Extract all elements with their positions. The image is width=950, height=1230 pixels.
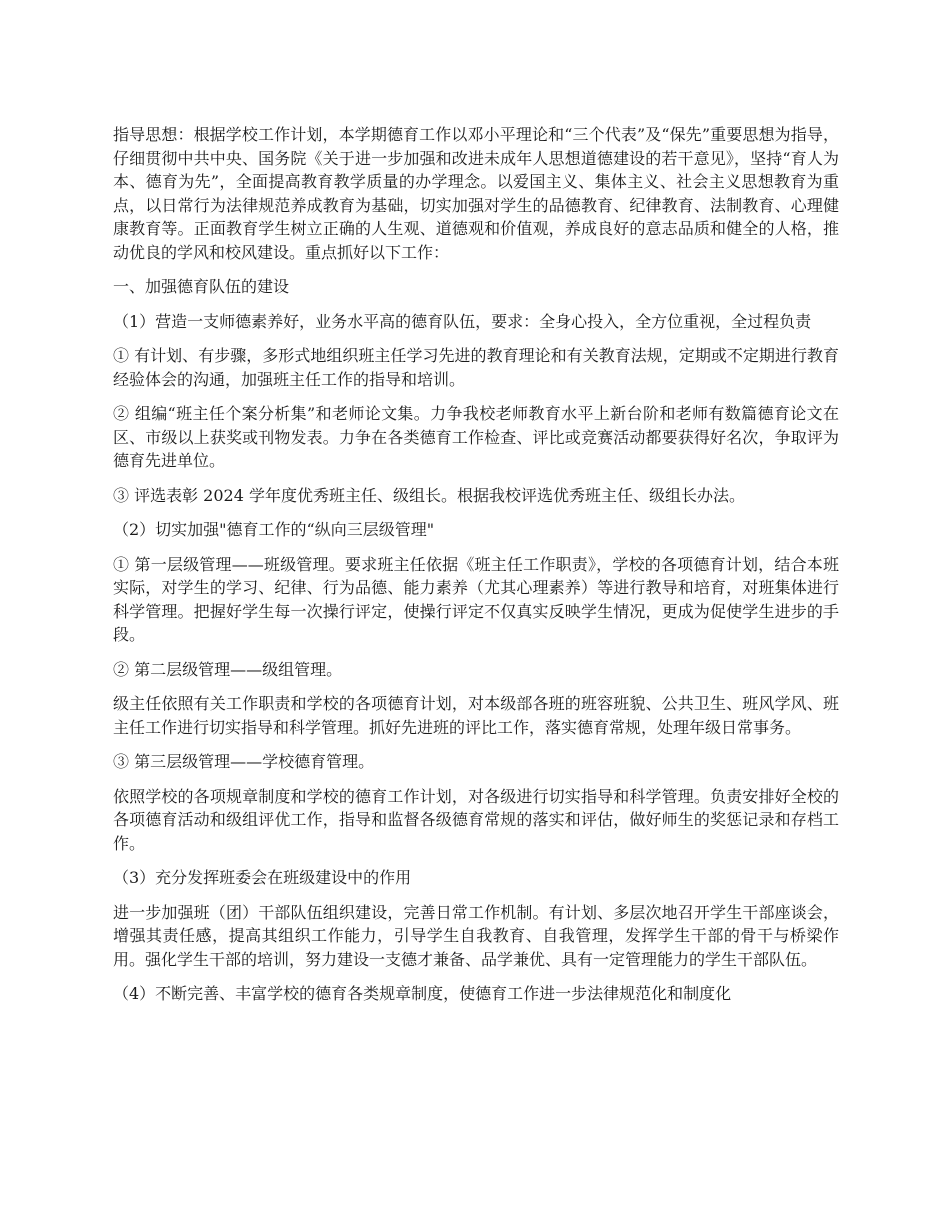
list-item: ① 有计划、有步骤，多形式地组织班主任学习先进的教育理论和有关教育法规，定期或不定期进行教育经验体会的沟通，加强班主任工作的指导和培训。 xyxy=(113,346,839,389)
subsection-heading-3: （3）充分发挥班委会在班级建设中的作用 xyxy=(113,868,412,887)
paragraph: 进一步加强班（团）干部队伍组织建设，完善日常工作机制。有计划、多层次地召开学生干部座谈会，增强其责任感，提高其组织工作能力，引导学生自我教育、自我管理，发挥学生干部的骨干与桥梁作用。强化学生干部的培训，努力建设一支德才兼备、品学兼优、具有一定管理能力的学生干部队伍。 xyxy=(113,902,839,969)
paragraph: 依照学校的各项规章制度和学校的德育工作计划，对各级进行切实指导和科学管理。负责安排好全校的各项德育活动和级组评优工作，指导和监督各级德育常规的落实和评估，做好师生的奖惩记录和存档工作。 xyxy=(113,786,839,853)
document-body xyxy=(113,123,839,1017)
list-item: ② 第二层级管理——级组管理。 xyxy=(113,659,343,679)
list-item: ③ 第三层级管理——学校德育管理。 xyxy=(113,752,375,771)
subsection-heading-1: （1）营造一支师德素养好，业务水平高的德育队伍，要求：全身心投入，全方位重视，全过程负责 xyxy=(113,311,812,331)
section-heading-1: 一、加强德育队伍的建设 xyxy=(113,277,290,296)
subsection-heading-4: （4）不断完善、丰富学校的德育各类规章制度，使德育工作进一步法律规范化和制度化 xyxy=(113,984,732,1003)
list-item: ① 第一层级管理——班级管理。要求班主任依据《班主任工作职责》，学校的各项德育计划，结合本班实际，对学生的学习、纪律、行为品德、能力素养（尤其心理素养）等进行教导和培育，对班集体进行科学管理。把握好学生每一次操行评定，使操行评定不仅真实反映学生情况，更成为促使学生进步的手段。 xyxy=(113,554,839,644)
paragraph-guiding-ideology: 指导思想：根据学校工作计划，本学期德育工作以邓小平理论和“三个代表”及“保先”重要思想为指导，仔细贯彻中共中央、国务院《关于进一步加强和改进未成年人思想道德建设的若干意见》，坚持“育人为本、德育为先”，全面提高教育教学质量的办学理念。以爱国主义、集体主义、社会主义思想教育为重点，以日常行为法律规范养成教育为基础，切实加强对学生的品德教育、纪律教育、法制教育、心理健康教育等。正面教育学生树立正确的人生观、道德观和价值观，养成良好的意志品质和健全的人格，推动优良的学风和校风建设。重点抓好以下工作： xyxy=(113,125,839,262)
list-item: ③ 评选表彰 2024 学年度优秀班主任、级组长。根据我校评选优秀班主任、级组长办法。 xyxy=(113,485,745,505)
subsection-heading-2: （2）切实加强"德育工作的“纵向三层级管理" xyxy=(113,520,435,539)
paragraph: 级主任依照有关工作职责和学校的各项德育计划，对本级部各班的班容班貌、公共卫生、班风学风、班主任工作进行切实指导和科学管理。抓好先进班的评比工作，落实德育常规，处理年级日常事务。 xyxy=(113,694,839,737)
list-item: ② 组编“班主任个案分析集”和老师论文集。力争我校老师教育水平上新台阶和老师有数篇德育论文在区、市级以上获奖或刊物发表。力争在各类德育工作检查、评比或竞赛活动都要获得好名次，争取评为德育先进单位。 xyxy=(113,404,839,470)
